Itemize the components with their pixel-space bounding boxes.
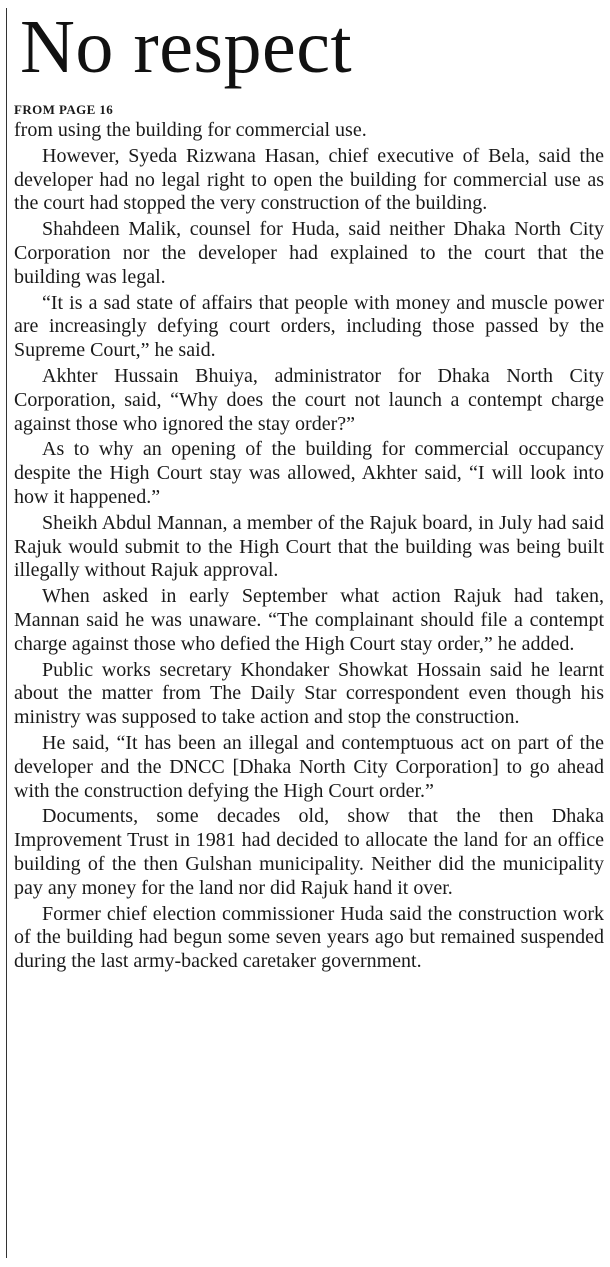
paragraph-7: Sheikh Abdul Mannan, a member of the Rajuk board, in July had said Rajuk would submit to the High Court that the building was being built illegally without Rajuk approval. (14, 511, 604, 582)
article (14, 0, 604, 976)
column-rule (6, 8, 7, 1258)
paragraph-8: When asked in early September what action Rajuk had taken, Mannan said he was unaware. “The complainant should file a contempt charge against those who defied the High Court stay order,” he added. (14, 585, 604, 655)
paragraph-9: Public works secretary Khondaker Showkat Hossain said he learnt about the matter from The Daily Star correspondent even though his ministry was supposed to take action and stop the construction. (14, 658, 604, 729)
paragraph-3: Shahdeen Malik, counsel for Huda, said neither Dhaka North City Corporation nor the developer had explained to the court that the building was legal. (14, 218, 604, 288)
jump-line: FROM PAGE 16 (14, 102, 114, 117)
paragraph-6: As to why an opening of the building for commercial occupancy despite the High Court stay was allowed, Akhter said, “I will look into how it happened.” (14, 438, 604, 508)
paragraph-5: Akhter Hussain Bhuiya, administrator for Dhaka North City Corporation, said, “Why does the court not launch a contempt charge against those who ignored the stay order?” (14, 364, 604, 435)
paragraph-10: He said, “It has been an illegal and contemptuous act on part of the developer and the DNCC [Dhaka North City Corporation] to go ahead with the construction defying the High Court order.” (14, 731, 604, 802)
paragraph-12: Former chief election commissioner Huda said the construction work of the building had begun some seven years ago but remained suspended during the last army-backed caretaker government. (14, 902, 604, 973)
paragraph-2: However, Syeda Rizwana Hasan, chief executive of Bela, said the developer had no legal right to open the building for commercial use as the court had stopped the very construction of the building. (14, 144, 604, 215)
paragraph-4: “It is a sad state of affairs that people with money and muscle power are increasingly defying court orders, including those passed by the Supreme Court,” he said. (14, 291, 604, 362)
paragraph-11: Documents, some decades old, show that the then Dhaka Improvement Trust in 1981 had decided to allocate the land for an office building of the then Gulshan municipality. Neither did the municipality pay any money for the land nor did Rajuk hand it over. (14, 805, 604, 899)
paragraph-1: from using the building for commercial use. (14, 119, 367, 141)
headline: No respect (20, 5, 353, 89)
article-body (14, 119, 604, 974)
